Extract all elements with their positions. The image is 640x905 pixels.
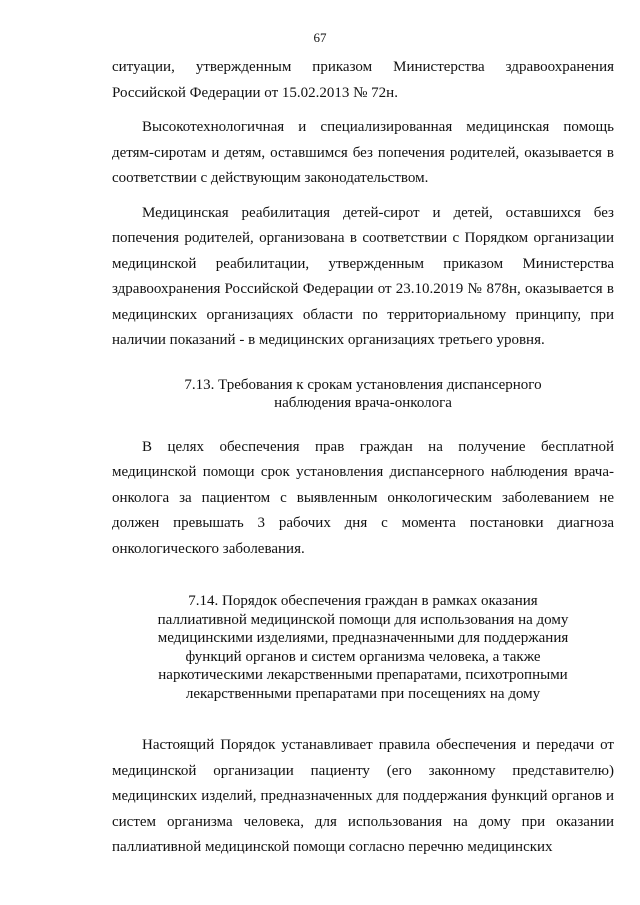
section-heading-7-14 (112, 592, 614, 703)
paragraph-palliative-order: Настоящий Порядок устанавливает правила обеспечения и передачи от медицинской организации пациенту (его законному представителю) медицинских изделий, предназначенных для поддержания функций органов и систем организма человека, для использования на дому при оказании паллиативной медицинской помощи согласно перечню медицинских (112, 737, 614, 855)
paragraph-oncology-followup: В целях обеспечения прав граждан на получение бесплатной медицинской помощи срок установления диспансерного наблюдения врача-онколога за пациентом с выявленным онкологическим заболеванием не должен превышать 3 рабочих дня с момента постановки диагноза онкологического заболевания. (112, 438, 614, 557)
heading-line: 7.14. Порядок обеспечения граждан в рамках оказания (188, 593, 538, 609)
document-body (112, 55, 614, 861)
paragraph-continuation: ситуации, утвержденным приказом Министерства здравоохранения Российской Федерации от 15.02.2013 № 72н. (112, 59, 614, 101)
heading-line: лекарственными препаратами при посещениях на дому (185, 685, 541, 702)
heading-line: наркотическими лекарственными препаратами, психотропными (158, 667, 568, 683)
heading-line: медицинскими изделиями, предназначенными для поддержания (157, 630, 569, 646)
heading-line: 7.13. Требования к срокам установления диспансерного (184, 376, 542, 393)
heading-line: наблюдения врача-онколога (274, 395, 452, 411)
paragraph-rehabilitation: Медицинская реабилитация детей-сирот и детей, оставшихся без попечения родителей, организована в соответствии с Порядком организации медицинской реабилитации, утвержденным приказом Министерства здравоохранения Российской Федерации от 23.10.2019 № 878н, оказывается в медицинских организациях области по территориальному принципу, при наличии показаний - в медицинских организациях третьего уровня. (112, 204, 614, 348)
heading-line: паллиативной медицинской помощи для использования на дому (157, 611, 569, 628)
paragraph-high-tech-care: Высокотехнологичная и специализированная медицинская помощь детям-сиротам и детям, оставшимся без попечения родителей, оказывается в соответствии с действующим законодательством. (112, 119, 614, 186)
page-number: 67 (313, 30, 327, 45)
section-heading-7-13 (112, 376, 614, 413)
heading-line: функций органов и систем организма человека, а также (185, 648, 541, 665)
